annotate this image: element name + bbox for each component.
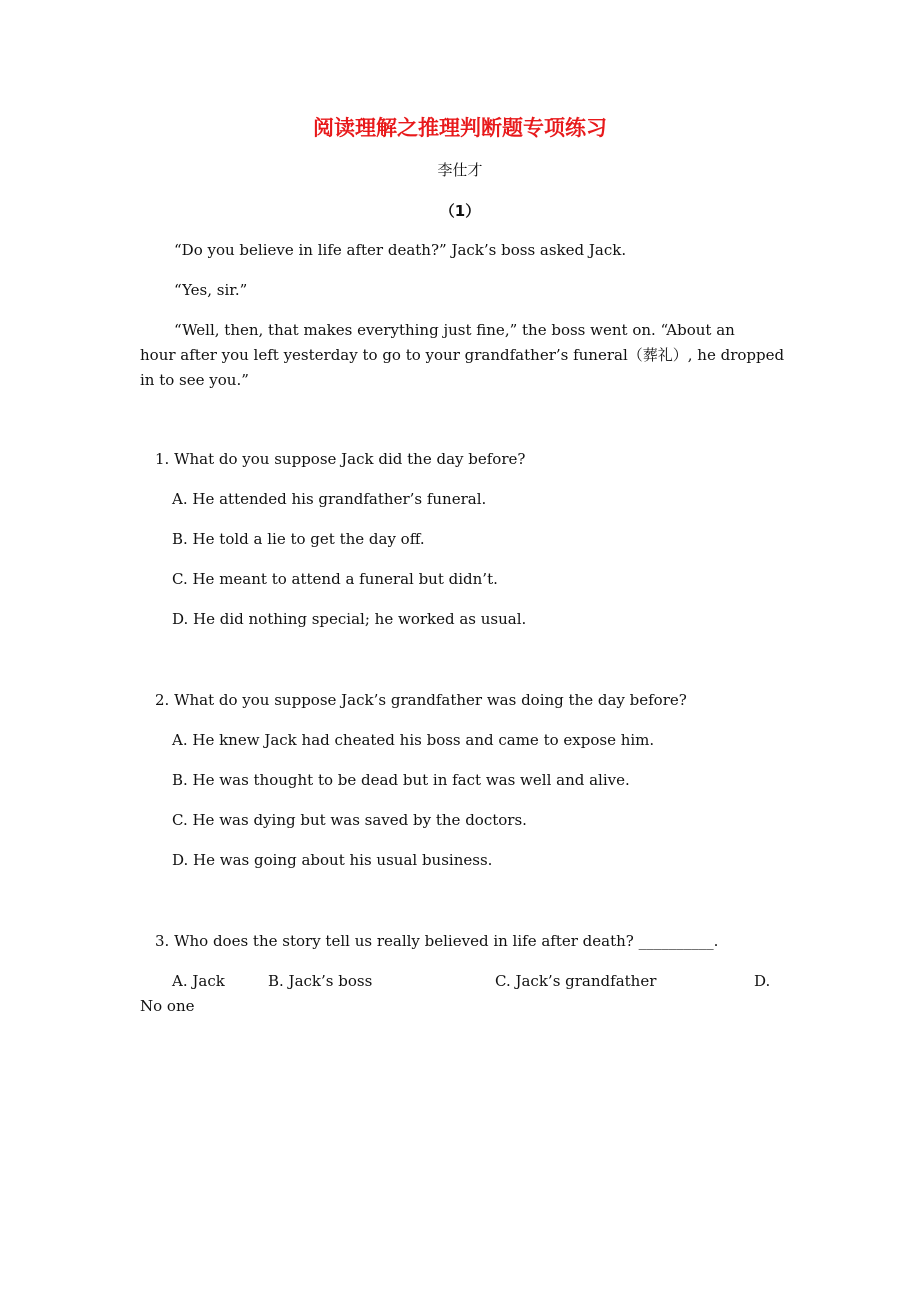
answer-option: A. He attended his grandfather’s funeral. bbox=[172, 490, 487, 508]
section-number: （1） bbox=[439, 202, 481, 220]
answer-option: B. He told a lie to get the day off. bbox=[172, 530, 425, 548]
question-stem: 3. Who does the story tell us really believed in life after death? __________. bbox=[155, 932, 719, 950]
question-stem: 1. What do you suppose Jack did the day before? bbox=[155, 450, 526, 468]
answer-option: B. Jack’s boss bbox=[268, 972, 373, 990]
passage-text: “Well, then, that makes everything just fine,” the boss went on. “About an bbox=[174, 321, 735, 339]
answer-option: B. He was thought to be dead but in fact was well and alive. bbox=[172, 771, 630, 789]
answer-option: A. He knew Jack had cheated his boss and came to expose him. bbox=[172, 731, 655, 749]
answer-option: A. Jack bbox=[172, 972, 225, 990]
passage-paragraph-1 bbox=[140, 238, 840, 263]
passage-text: “Do you believe in life after death?” Jack’s boss asked Jack. bbox=[174, 241, 627, 259]
answer-option-continued: No one bbox=[140, 997, 195, 1015]
answer-option: C. He meant to attend a funeral but didn’t. bbox=[172, 570, 498, 588]
passage-text: in to see you.” bbox=[140, 371, 249, 389]
passage-paragraph-3 bbox=[140, 318, 840, 393]
passage-text: “Yes, sir.” bbox=[174, 281, 248, 299]
page-title: 阅读理解之推理判断题专项练习 bbox=[313, 116, 607, 140]
answer-option: D. He was going about his usual business. bbox=[172, 851, 493, 869]
question-stem: 2. What do you suppose Jack’s grandfather was doing the day before? bbox=[155, 691, 687, 709]
answer-option: D. bbox=[754, 972, 771, 990]
answer-option: D. He did nothing special; he worked as usual. bbox=[172, 610, 527, 628]
passage-text: hour after you left yesterday to go to your grandfather’s funeral（葬礼）, he dropped bbox=[140, 346, 785, 364]
answer-option: C. Jack’s grandfather bbox=[495, 972, 657, 990]
answer-option: C. He was dying but was saved by the doctors. bbox=[172, 811, 527, 829]
author: 李仕才 bbox=[437, 161, 483, 179]
passage-paragraph-2 bbox=[140, 278, 840, 303]
